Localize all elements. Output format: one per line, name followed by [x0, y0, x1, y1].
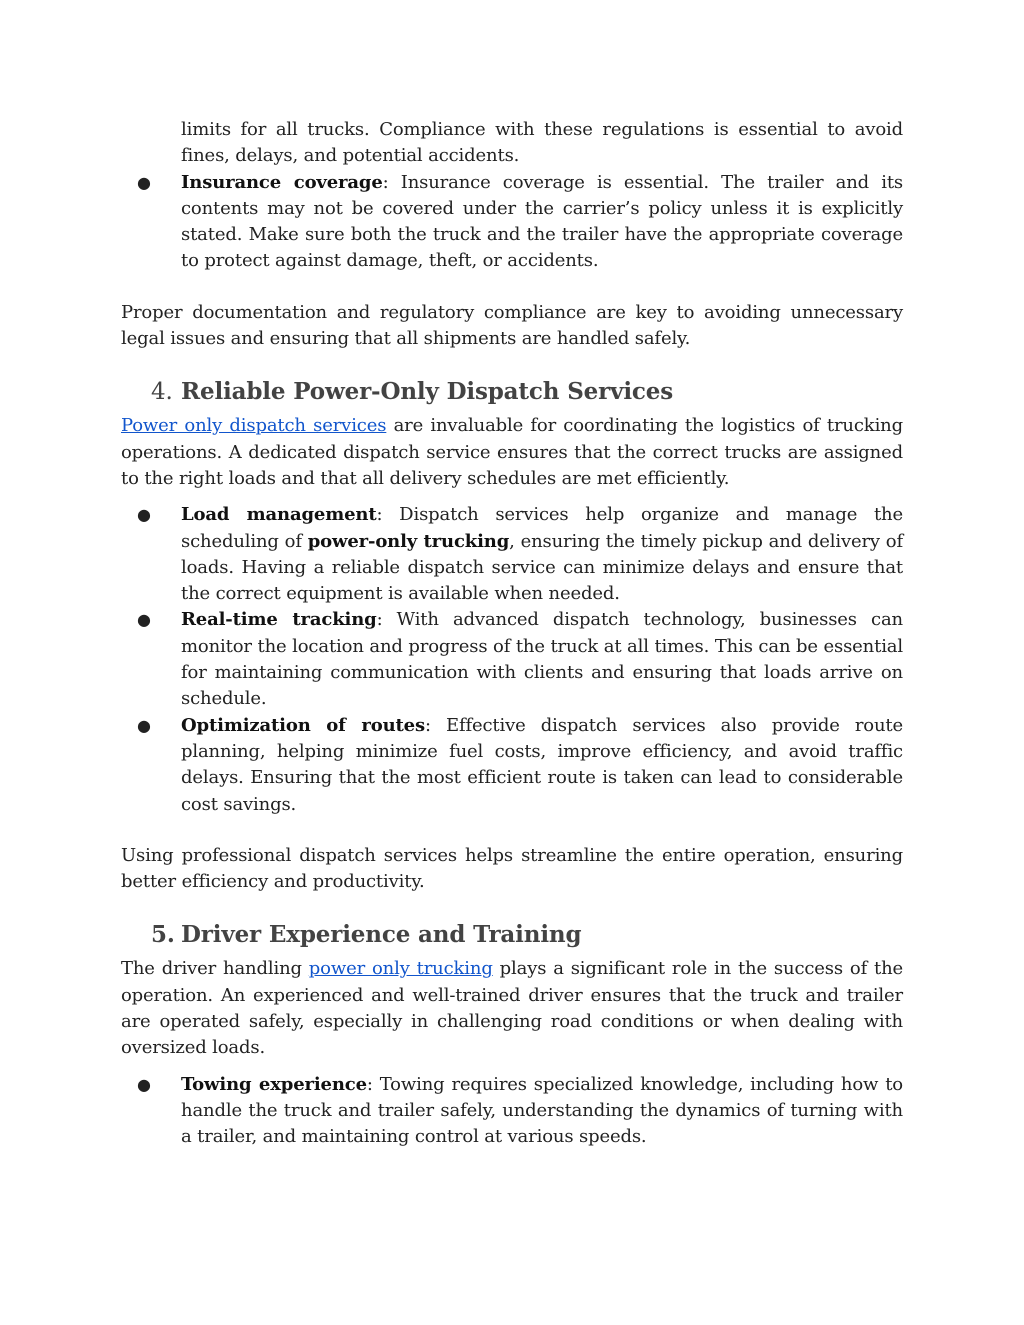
list-item-text: : With advanced dispatch technology, businesses can monitor the location and progress of the truck at all times. This can be essential for maintaining communication with clients and ensuring that loads arrive on schedule. [181, 609, 903, 710]
list-item-term: Real-time tracking [181, 609, 377, 631]
list-item-term: Optimization of routes [181, 714, 425, 736]
section-4-title: Reliable Power-Only Dispatch Services [181, 378, 674, 406]
continued-list-text: limits for all trucks. Compliance with these regulations is essential to avoid fines, delays, and potential accidents. [181, 119, 903, 167]
section-4-number: 4. [151, 379, 173, 406]
list-item-text: : Dispatch services help organize and manage the scheduling of [181, 504, 903, 552]
bullet-icon: ● [137, 172, 151, 192]
section-5-title: Driver Experience and Training [181, 921, 582, 949]
list-item-route-optimization [121, 713, 903, 818]
power-only-trucking-link[interactable]: power only trucking [308, 958, 493, 980]
driver-skills-list [121, 1072, 903, 1151]
section-4-intro [121, 413, 903, 492]
compliance-paragraph: Proper documentation and regulatory compliance are key to avoiding unnecessary legal issues and ensuring that all shipments are handled safely. [121, 301, 903, 350]
section-5-number: 5. [151, 921, 175, 949]
list-item-real-time-tracking [121, 607, 903, 712]
section-5-intro-lead: The driver handling [121, 958, 309, 980]
insurance-list [121, 170, 903, 275]
list-item-load-management [121, 502, 903, 607]
list-item-bold-phrase: power-only trucking [307, 530, 510, 552]
list-item-term: Insurance coverage [181, 171, 383, 193]
list-item-text: : Effective dispatch services also provide route planning, helping minimize fuel costs, improve efficiency, and avoid traffic delays. Ensuring that the most efficient route is taken can lead to considerable cost savings. [181, 714, 903, 815]
list-item-insurance [121, 170, 903, 275]
list-item-text: : Towing requires specialized knowledge, including how to handle the truck and trailer safely, understanding the dynamics of turning with a trailer, and maintaining control at various speeds. [181, 1073, 903, 1148]
bullet-icon: ● [137, 715, 151, 735]
list-item-text: : Insurance coverage is essential. The trailer and its contents may not be covered under the carrier’s policy unless it is explicitly stated. Make sure both the truck and the trailer have the appropriate coverage to protect against damage, theft, or accidents. [181, 171, 903, 272]
dispatch-benefits-list [121, 502, 903, 818]
section-4-closing: Using professional dispatch services helps streamline the entire operation, ensuring better efficiency and productivity. [121, 844, 903, 893]
section-4-heading [121, 377, 903, 407]
list-item-term: Towing experience [181, 1073, 367, 1095]
section-4-intro-text: are invaluable for coordinating the logistics of trucking operations. A dedicated dispatch service ensures that the correct trucks are assigned to the right loads and that all delivery schedules are met efficiently. [121, 415, 903, 489]
section-5-heading [121, 920, 903, 950]
bullet-icon: ● [137, 505, 151, 525]
list-item-text: , ensuring the timely pickup and delivery of loads. Having a reliable dispatch service can minimize delays and ensure that the correct equipment is available when needed. [181, 530, 903, 605]
section-5-intro [121, 956, 903, 1061]
section-5-intro-text: plays a significant role in the success of the operation. An experienced and well-trained driver ensures that the truck and trailer are operated safely, especially in challenging road conditions or when dealing with oversized loads. [121, 958, 904, 1059]
bullet-icon: ● [137, 610, 151, 630]
bullet-icon: ● [137, 1074, 151, 1094]
list-item-term: Load management [181, 504, 377, 526]
document-body [121, 117, 903, 1151]
power-only-dispatch-link[interactable]: Power only dispatch services [121, 415, 387, 437]
list-item-towing-experience [121, 1072, 903, 1151]
